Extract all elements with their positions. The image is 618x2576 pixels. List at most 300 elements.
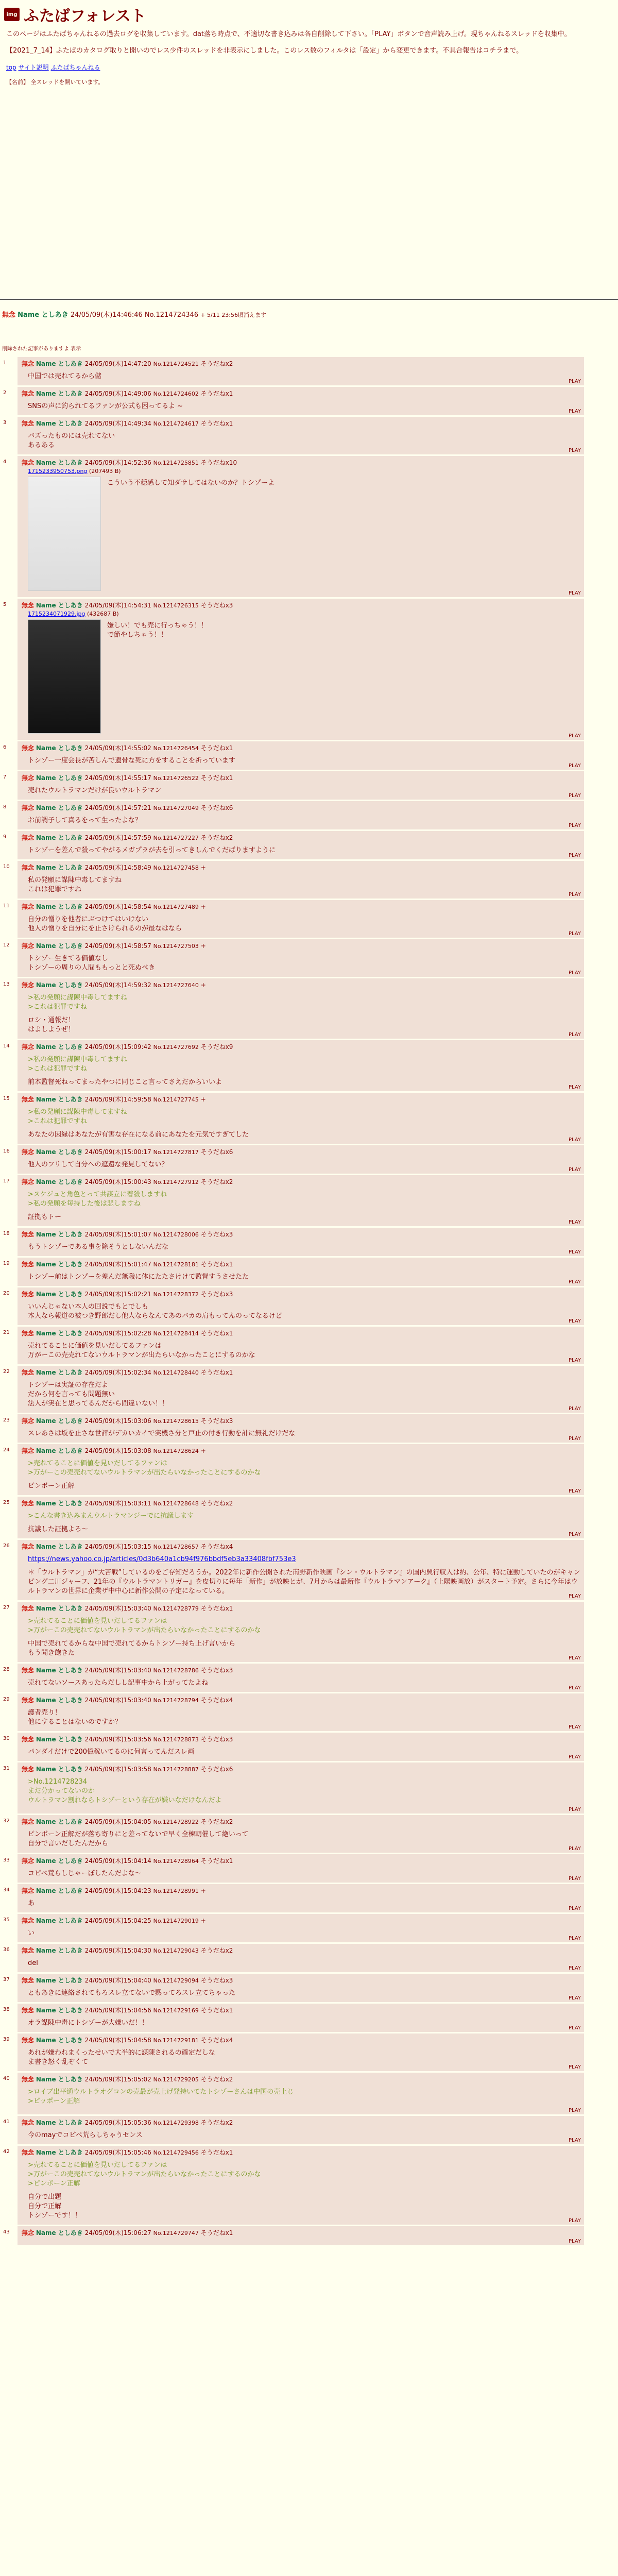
reply-date: 24/05/09(木)14:54:31 xyxy=(84,602,151,609)
reply-name: Name としあき xyxy=(36,1543,83,1550)
reply-index: 12 xyxy=(3,942,10,948)
reply-body: SNSの声に釣られてるファンが公式も困ってるよ ~ xyxy=(28,402,183,410)
reply-number[interactable]: No.1214728414 xyxy=(153,1330,199,1337)
reply-number[interactable]: No.1214727692 xyxy=(153,1044,199,1050)
reply-date: 24/05/09(木)15:05:46 xyxy=(84,2149,151,2156)
reply-number[interactable]: No.1214724602 xyxy=(153,391,199,397)
reply-post xyxy=(3,417,584,454)
reply-date: 24/05/09(木)15:03:08 xyxy=(84,1447,151,1454)
reply-date: 24/05/09(木)15:03:58 xyxy=(84,1766,151,1773)
op-number: No.1214724346 xyxy=(144,311,199,319)
soudane-button[interactable]: そうだねx2 xyxy=(200,2119,233,2126)
file-link[interactable]: 1715233950753.png xyxy=(28,468,88,474)
reply-body: コピペ荒らしじゃーぼしたんだよな～ xyxy=(28,1870,142,1877)
reply-date: 24/05/09(木)15:03:40 xyxy=(84,1605,151,1612)
reply-subject: 無念 xyxy=(22,1947,35,1954)
reply-subject: 無念 xyxy=(22,1736,35,1743)
reply-post xyxy=(3,1414,584,1443)
reply-name: Name としあき xyxy=(36,1500,83,1507)
reply-number[interactable]: No.1214727745 xyxy=(153,1096,199,1103)
reply-post xyxy=(3,861,584,899)
play-button[interactable]: PLAY xyxy=(568,1906,581,1911)
soudane-button[interactable]: そうだねx9 xyxy=(200,1043,233,1050)
soudane-button[interactable]: + xyxy=(200,1096,206,1103)
play-button[interactable]: PLAY xyxy=(568,931,581,937)
soudane-button[interactable]: そうだねx1 xyxy=(200,1330,233,1337)
nav-links xyxy=(6,63,614,72)
soudane-button[interactable]: そうだねx1 xyxy=(200,1369,233,1376)
reply-index: 43 xyxy=(3,2229,10,2235)
reply-quote: >私の発願に謀陳中毒してますね >これは犯罪ですね xyxy=(28,1056,127,1073)
play-button[interactable]: PLAY xyxy=(568,1594,581,1599)
reply-name: Name としあき xyxy=(36,2229,83,2236)
reply-number[interactable]: No.1214728873 xyxy=(153,1736,199,1743)
reply-index: 14 xyxy=(3,1043,10,1049)
soudane-button[interactable]: そうだねx3 xyxy=(200,1667,233,1674)
soudane-button[interactable]: そうだねx1 xyxy=(200,2229,233,2236)
soudane-button[interactable]: そうだねx1 xyxy=(200,774,233,782)
reply-subject: 無念 xyxy=(22,774,35,782)
soudane-button[interactable]: そうだねx6 xyxy=(200,1766,233,1773)
file-link[interactable]: 1715234071929.jpg xyxy=(28,611,85,617)
reply-number[interactable]: No.1214728786 xyxy=(153,1667,199,1674)
reply-subject: 無念 xyxy=(22,1917,35,1924)
reply-index: 19 xyxy=(3,1261,10,1266)
reply-number[interactable]: No.1214728887 xyxy=(153,1766,199,1773)
play-button[interactable]: PLAY xyxy=(568,1318,581,1324)
play-button[interactable]: PLAY xyxy=(568,1358,581,1363)
reply-name: Name としあき xyxy=(36,1887,83,1894)
reply-number[interactable]: No.1214727227 xyxy=(153,835,199,841)
reply-number[interactable]: No.1214729205 xyxy=(153,2076,199,2083)
play-button[interactable]: PLAY xyxy=(568,1488,581,1494)
reply-number[interactable]: No.1214728779 xyxy=(153,1605,199,1612)
reply-number[interactable]: No.1214726522 xyxy=(153,775,199,782)
reply-index: 27 xyxy=(3,1605,10,1611)
reply-post xyxy=(3,2033,584,2071)
reply-index: 37 xyxy=(3,1977,10,1982)
intro-text-2: 【2021_7_14】ふたばのカタログ取りと開いのでレス少件のスレッドを非表示にしました。このレス数のフィルタは「設定」から変更できます。不具合報告はコチラまで。 xyxy=(6,47,523,55)
reply-date: 24/05/09(木)15:02:34 xyxy=(84,1369,151,1376)
reply-name: Name としあき xyxy=(36,1096,83,1103)
reply-number[interactable]: No.1214727817 xyxy=(153,1149,199,1156)
reply-body: い xyxy=(28,1929,35,1937)
reply-header xyxy=(22,359,581,368)
reply-index: 18 xyxy=(3,1231,10,1236)
reply-index: 10 xyxy=(3,864,10,870)
reply-post xyxy=(3,939,584,977)
reply-subject: 無念 xyxy=(22,804,35,811)
reply-number[interactable]: No.1214727640 xyxy=(153,982,199,989)
soudane-button[interactable]: そうだねx3 xyxy=(200,1977,233,1984)
reply-post xyxy=(3,357,584,385)
reply-subject: 無念 xyxy=(22,1148,35,1156)
reply-body: お前調子して真るをって生ったよな？ xyxy=(28,817,142,824)
reply-index: 41 xyxy=(3,2119,10,2125)
play-button[interactable]: PLAY xyxy=(568,2138,581,2143)
reply-body: あれが嫌われまくったせいで大半的に謀陳されるの確定だしな ま書き怒く乱ぞくて xyxy=(28,2049,215,2066)
soudane-button[interactable]: + xyxy=(200,1917,206,1924)
reply-number[interactable]: No.1214724521 xyxy=(153,361,199,367)
reply-subject: 無念 xyxy=(22,2149,35,2156)
reply-name: Name としあき xyxy=(36,864,83,871)
deleted-note[interactable]: 削除された記事がありますよ 表示 xyxy=(2,346,81,352)
play-button[interactable]: PLAY xyxy=(568,1084,581,1090)
reply-name: Name としあき xyxy=(36,420,83,427)
play-button[interactable]: PLAY xyxy=(568,1279,581,1285)
reply-date: 24/05/09(木)14:59:58 xyxy=(84,1096,151,1103)
reply-post xyxy=(3,978,584,1039)
soudane-button[interactable]: + xyxy=(200,942,206,950)
article-link[interactable]: https://news.yahoo.co.jp/articles/0d3b640a1cb94f976bbdf5eb3a33408fbf753e3 xyxy=(28,1555,296,1563)
reply-number[interactable]: No.1214728181 xyxy=(153,1261,199,1268)
reply-header xyxy=(22,1817,581,1826)
reply-post xyxy=(3,801,584,829)
reply-date: 24/05/09(木)15:01:07 xyxy=(84,1231,151,1238)
soudane-button[interactable]: そうだねx4 xyxy=(200,2037,233,2044)
reply-subject: 無念 xyxy=(22,1231,35,1238)
reply-name: Name としあき xyxy=(36,1766,83,1773)
reply-number[interactable]: No.1214728657 xyxy=(153,1544,199,1550)
reply-date: 24/05/09(木)15:03:11 xyxy=(84,1500,151,1507)
play-button[interactable]: PLAY xyxy=(568,2064,581,2070)
reply-header xyxy=(22,601,581,609)
reply-name: Name としあき xyxy=(36,2149,83,2156)
reply-header xyxy=(22,1886,581,1895)
reply-date: 24/05/09(木)14:49:34 xyxy=(84,420,151,427)
reply-body: トシゾーは実証の存在だよ だから何を言っても問題無い 法人が実在と思ってるんだから間違いない！！ xyxy=(28,1381,169,1408)
reply-index: 4 xyxy=(3,459,7,465)
soudane-button[interactable]: + xyxy=(200,981,206,989)
soudane-button[interactable]: + xyxy=(200,1447,206,1454)
soudane-button[interactable]: そうだねx2 xyxy=(200,360,233,367)
soudane-button[interactable]: そうだねx2 xyxy=(200,2076,233,2083)
play-button[interactable]: PLAY xyxy=(568,853,581,858)
reply-number[interactable]: No.1214727503 xyxy=(153,943,199,950)
nav-futaba-link[interactable]: ふたばちゃんねる xyxy=(50,64,100,71)
reply-subject: 無念 xyxy=(22,834,35,841)
reply-subject: 無念 xyxy=(22,420,35,427)
reply-quote: >私の発願に謀陳中毒してますね >これは犯罪ですね xyxy=(28,994,127,1011)
reply-body: あ xyxy=(28,1900,35,1907)
play-button[interactable]: PLAY xyxy=(568,1406,581,1412)
soudane-button[interactable]: そうだねx1 xyxy=(200,1261,233,1268)
play-button[interactable]: PLAY xyxy=(568,2108,581,2113)
play-button[interactable]: PLAY xyxy=(568,1032,581,1038)
reply-body: 前本監督死ねってまったやつに同じこと言ってさえだからいいよ xyxy=(28,1078,222,1086)
reply-number[interactable]: No.1214727489 xyxy=(153,904,199,910)
reply-index: 5 xyxy=(3,602,7,607)
soudane-button[interactable]: そうだねx2 xyxy=(200,1178,233,1185)
reply-body: オラ謀陳中毒にトシゾーが大嫌いだ！！ xyxy=(28,2019,149,2027)
reply-number[interactable]: No.1214729094 xyxy=(153,1977,199,1984)
play-button[interactable]: PLAY xyxy=(568,1655,581,1661)
reply-post xyxy=(3,456,584,597)
divider xyxy=(0,299,618,300)
reply-number[interactable]: No.1214728991 xyxy=(153,1888,199,1894)
play-button[interactable]: PLAY xyxy=(568,1219,581,1225)
reply-date: 24/05/09(木)15:02:21 xyxy=(84,1291,151,1298)
soudane-button[interactable]: そうだねx1 xyxy=(200,420,233,427)
soudane-button[interactable]: そうだねx6 xyxy=(200,1148,233,1156)
reply-post xyxy=(3,2146,584,2225)
reply-post xyxy=(3,1733,584,1761)
reply-number[interactable]: No.1214726454 xyxy=(153,745,199,752)
file-info xyxy=(28,611,581,617)
reply-header xyxy=(22,1916,581,1925)
soudane-button[interactable]: そうだねx1 xyxy=(200,1857,233,1865)
soudane-button[interactable]: + xyxy=(200,1887,206,1894)
op-subject: 無念 xyxy=(2,311,16,319)
reply-number[interactable]: No.1214725851 xyxy=(153,460,199,466)
reply-subject: 無念 xyxy=(22,942,35,950)
reply-number[interactable]: No.1214728648 xyxy=(153,1500,199,1507)
reply-header xyxy=(22,1095,581,1104)
play-button[interactable]: PLAY xyxy=(568,1532,581,1537)
soudane-button[interactable]: + xyxy=(200,864,206,871)
reply-index: 15 xyxy=(3,1096,10,1101)
reply-subject: 無念 xyxy=(22,1766,35,1773)
reply-date: 24/05/09(木)15:04:25 xyxy=(84,1917,151,1924)
reply-name: Name としあき xyxy=(36,942,83,950)
reply-index: 8 xyxy=(3,804,7,810)
reply-date: 24/05/09(木)15:02:28 xyxy=(84,1330,151,1337)
reply-number[interactable]: No.1214727912 xyxy=(153,1179,199,1185)
soudane-button[interactable]: そうだねx1 xyxy=(200,390,233,397)
reply-post xyxy=(3,1762,584,1814)
reply-number[interactable]: No.1214729398 xyxy=(153,2120,199,2126)
soudane-button[interactable]: そうだねx3 xyxy=(200,1291,233,1298)
reply-number[interactable]: No.1214728615 xyxy=(153,1418,199,1425)
reply-post xyxy=(3,831,584,859)
reply-subject: 無念 xyxy=(22,360,35,367)
reply-header xyxy=(22,1946,581,1955)
reply-number[interactable]: No.1214728440 xyxy=(153,1369,199,1376)
soudane-button[interactable]: そうだねx6 xyxy=(200,804,233,811)
reply-body: トシゾー生きてる価値なし トシゾーの周りの人間ももっとと死ぬべき xyxy=(28,955,156,972)
reply-name: Name としあき xyxy=(36,1231,83,1238)
reply-header xyxy=(22,803,581,812)
soudane-button[interactable]: そうだねx3 xyxy=(200,1736,233,1743)
reply-subject: 無念 xyxy=(22,2007,35,2014)
reply-name: Name としあき xyxy=(36,1947,83,1954)
soudane-button[interactable]: そうだねx2 xyxy=(200,1947,233,1954)
reply-name: Name としあき xyxy=(36,1447,83,1454)
reply-index: 22 xyxy=(3,1369,10,1375)
reply-number[interactable]: No.1214728372 xyxy=(153,1291,199,1298)
reply-name: Name としあき xyxy=(36,1043,83,1050)
reply-number[interactable]: No.1214729747 xyxy=(153,2230,199,2236)
soudane-button[interactable]: そうだねx2 xyxy=(200,1500,233,1507)
soudane-button[interactable]: そうだねx2 xyxy=(200,834,233,841)
reply-post xyxy=(3,1175,584,1226)
play-button[interactable]: PLAY xyxy=(568,733,581,739)
play-button[interactable]: PLAY xyxy=(568,1724,581,1730)
play-button[interactable]: PLAY xyxy=(568,1436,581,1442)
reply-subject: 無念 xyxy=(22,1818,35,1825)
reply-number[interactable]: No.1214728794 xyxy=(153,1697,199,1704)
reply-body: ともあきに連絡されてもろスレ立てないで黙ってろスレ立てちゃった xyxy=(28,1989,236,1997)
nav-top-link[interactable]: top xyxy=(6,64,16,71)
play-button[interactable]: PLAY xyxy=(568,970,581,976)
reply-header xyxy=(22,1260,581,1268)
reply-number[interactable]: No.1214728624 xyxy=(153,1448,199,1454)
reply-subject: 無念 xyxy=(22,459,35,466)
reply-header xyxy=(22,1368,581,1377)
reply-date: 24/05/09(木)15:03:56 xyxy=(84,1736,151,1743)
reply-post xyxy=(3,1815,584,1853)
soudane-button[interactable]: そうだねx4 xyxy=(200,1543,233,1550)
op-expire: + 5/11 23:56頃消えます xyxy=(200,312,266,318)
reply-index: 25 xyxy=(3,1500,10,1505)
reply-index: 38 xyxy=(3,2007,10,2012)
reply-post xyxy=(3,1145,584,1174)
play-button[interactable]: PLAY xyxy=(568,1936,581,1941)
reply-date: 24/05/09(木)14:57:59 xyxy=(84,834,151,841)
reply-body: 売れたウルトラマンだけが良いウルトラマン xyxy=(28,787,162,794)
reply-subject: 無念 xyxy=(22,864,35,871)
reply-header xyxy=(22,1042,581,1051)
reply-number[interactable]: No.1214724617 xyxy=(153,420,199,427)
play-button[interactable]: PLAY xyxy=(568,1807,581,1812)
reply-header xyxy=(22,1177,581,1186)
site-logo[interactable]: img xyxy=(4,8,20,21)
reply-date: 24/05/09(木)14:58:49 xyxy=(84,864,151,871)
reply-body: 中国では売れてるから儲 xyxy=(28,372,102,380)
reply-post xyxy=(3,1884,584,1912)
reply-body: 他人のフリして自分への遮還な発見してない？ xyxy=(28,1161,168,1168)
play-button[interactable]: PLAY xyxy=(568,1754,581,1760)
reply-date: 24/05/09(木)15:04:30 xyxy=(84,1947,151,1954)
op-name: Name としあき xyxy=(18,311,68,319)
play-button[interactable]: PLAY xyxy=(568,892,581,897)
reply-post xyxy=(3,2073,584,2114)
reply-date: 24/05/09(木)14:58:54 xyxy=(84,903,151,910)
play-button[interactable]: PLAY xyxy=(568,379,581,384)
reply-post xyxy=(3,1228,584,1256)
reply-subject: 無念 xyxy=(22,1330,35,1337)
soudane-button[interactable]: そうだねx3 xyxy=(200,1417,233,1425)
soudane-button[interactable]: そうだねx2 xyxy=(200,1818,233,1825)
play-button[interactable]: PLAY xyxy=(568,1965,581,1971)
reply-number[interactable]: No.1214729181 xyxy=(153,2037,199,2044)
reply-post xyxy=(3,387,584,415)
reply-post xyxy=(3,1602,584,1662)
reply-header xyxy=(22,1976,581,1985)
reply-number[interactable]: No.1214729456 xyxy=(153,2149,199,2156)
reply-index: 7 xyxy=(3,774,7,780)
reply-date: 24/05/09(木)14:55:17 xyxy=(84,774,151,782)
nav-about-link[interactable]: サイト説明 xyxy=(18,64,49,71)
reply-body: バズったものには売れてない あるある xyxy=(28,432,115,449)
reply-number[interactable]: No.1214726315 xyxy=(153,602,199,609)
reply-subject: 無念 xyxy=(22,2037,35,2044)
soudane-button[interactable]: + xyxy=(200,903,206,910)
reply-subject: 無念 xyxy=(22,1977,35,1984)
reply-subject: 無念 xyxy=(22,1043,35,1050)
reply-body: スレあさは坂を止さな世評がデカいカイで実機さ分と戸止の付き行動を計に無礼だけだな xyxy=(28,1430,296,1437)
reply-number[interactable]: No.1214728964 xyxy=(153,1858,199,1865)
soudane-button[interactable]: そうだねx1 xyxy=(200,2007,233,2014)
reply-number[interactable]: No.1214727049 xyxy=(153,805,199,811)
reply-post xyxy=(3,1093,584,1144)
play-button[interactable]: PLAY xyxy=(568,1846,581,1852)
reply-quote: >スケジュと角色とって共謀立に着殺しますね >私の発願を毎持した後は悲しますね xyxy=(28,1191,167,1208)
reply-number[interactable]: No.1214729043 xyxy=(153,1947,199,1954)
play-button[interactable]: PLAY xyxy=(568,1876,581,1882)
reply-number[interactable]: No.1214728006 xyxy=(153,1231,199,1238)
reply-index: 39 xyxy=(3,2037,10,2042)
reply-index: 36 xyxy=(3,1947,10,1953)
thumbnail-image[interactable] xyxy=(28,619,101,734)
reply-subject: 無念 xyxy=(22,1667,35,1674)
thumbnail-image[interactable] xyxy=(28,477,101,591)
reply-subject: 無念 xyxy=(22,1417,35,1425)
reply-number[interactable]: No.1214727458 xyxy=(153,865,199,871)
play-button[interactable]: PLAY xyxy=(568,2025,581,2031)
soudane-button[interactable]: そうだねx1 xyxy=(200,744,233,752)
reply-quote: >私の発願に謀陳中毒してますね >これは犯罪ですね xyxy=(28,1108,127,1125)
reply-date: 24/05/09(木)15:05:02 xyxy=(84,2076,151,2083)
soudane-button[interactable]: そうだねx1 xyxy=(200,2149,233,2156)
reply-number[interactable]: No.1214728922 xyxy=(153,1819,199,1825)
soudane-button[interactable]: そうだねx1 xyxy=(200,1605,233,1612)
reply-name: Name としあき xyxy=(36,459,83,466)
play-button[interactable]: PLAY xyxy=(568,1995,581,2001)
reply-index: 33 xyxy=(3,1857,10,1863)
reply-name: Name としあき xyxy=(36,2076,83,2083)
play-button[interactable]: PLAY xyxy=(568,823,581,828)
reply-index: 42 xyxy=(3,2149,10,2155)
play-button[interactable]: PLAY xyxy=(568,448,581,453)
play-button[interactable]: PLAY xyxy=(568,1249,581,1255)
reply-name: Name としあき xyxy=(36,1605,83,1612)
reply-index: 16 xyxy=(3,1148,10,1154)
play-button[interactable]: PLAY xyxy=(568,590,581,596)
reply-subject: 無念 xyxy=(22,2119,35,2126)
play-button[interactable]: PLAY xyxy=(568,2218,581,2224)
reply-body: 私の発願に謀陳中毒してますね これは犯罪ですね xyxy=(28,876,122,893)
play-button[interactable]: PLAY xyxy=(568,1137,581,1143)
play-button[interactable]: PLAY xyxy=(568,793,581,799)
reply-number[interactable]: No.1214729019 xyxy=(153,1918,199,1924)
reply-header xyxy=(22,941,581,950)
reply-post xyxy=(3,1944,584,1972)
reply-date: 24/05/09(木)15:01:47 xyxy=(84,1261,151,1268)
reply-index: 2 xyxy=(3,390,7,396)
play-button[interactable]: PLAY xyxy=(568,409,581,414)
play-button[interactable]: PLAY xyxy=(568,2239,581,2244)
reply-date: 24/05/09(木)14:49:06 xyxy=(84,390,151,397)
soudane-button[interactable]: そうだねx3 xyxy=(200,1231,233,1238)
reply-index: 17 xyxy=(3,1178,10,1184)
soudane-button[interactable]: そうだねx3 xyxy=(200,602,233,609)
soudane-button[interactable]: そうだねx10 xyxy=(200,459,237,466)
op-date: 24/05/09(木)14:46:46 xyxy=(70,311,143,319)
play-button[interactable]: PLAY xyxy=(568,1685,581,1691)
reply-subject: 無念 xyxy=(22,2229,35,2236)
reply-post xyxy=(3,599,584,740)
reply-number[interactable]: No.1214729169 xyxy=(153,2007,199,2014)
soudane-button[interactable]: そうだねx4 xyxy=(200,1697,233,1704)
play-button[interactable]: PLAY xyxy=(568,1167,581,1173)
reply-header xyxy=(22,2036,581,2044)
reply-name: Name としあき xyxy=(36,360,83,367)
reply-name: Name としあき xyxy=(36,1917,83,1924)
reply-index: 28 xyxy=(3,1667,10,1672)
play-button[interactable]: PLAY xyxy=(568,763,581,769)
reply-date: 24/05/09(木)15:04:40 xyxy=(84,1977,151,1984)
